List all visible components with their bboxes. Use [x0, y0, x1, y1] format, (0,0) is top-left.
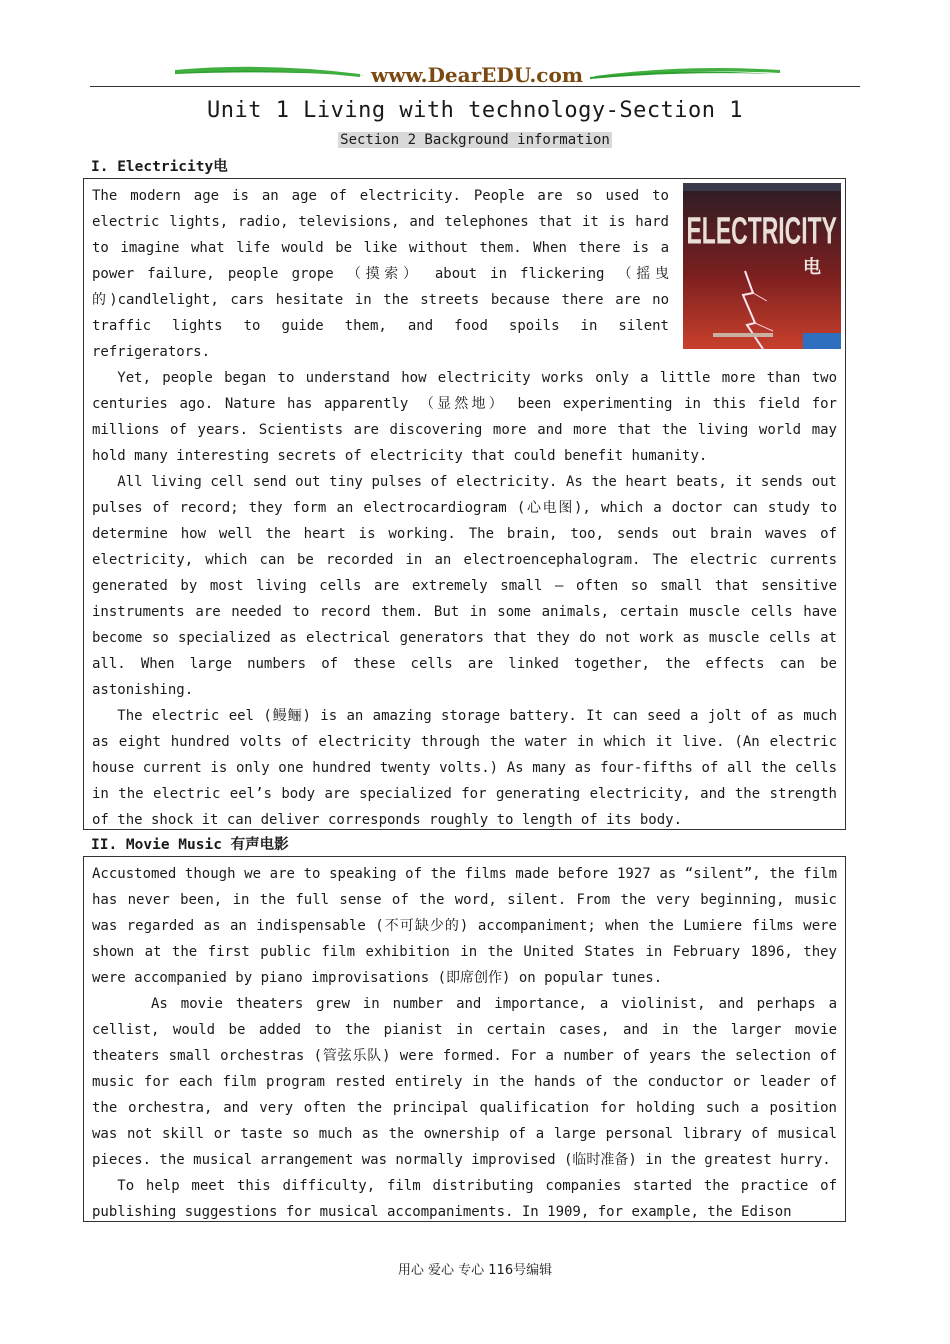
header-logo — [175, 62, 780, 88]
subtitle-text: Section 2 Background information — [340, 132, 610, 148]
book-title: ELECTRICITY — [686, 209, 837, 253]
paragraph: Accustomed though we are to speaking of the films made before 1927 as “silent”, the film has never been, in the full sense of the word, silent. From the very beginning, music was regarded as an indispensable (不可缺少的) accompaniment; when the Lumiere films were shown at the first public film exhibition in the United States in February 1896, they were accompanied by piano improvisations (即席创作) on popular tunes. — [92, 866, 837, 986]
paragraph: All living cell send out tiny pulses of electricity. As the heart beats, it sends out pulses of record; they form an electrocardiogram (心电图), which a doctor can study to determine how well the heart is working. The brain, too, sends out brain waves of electricity, which can be recorded in an electroencephalogram. The electric currents generated by most living cells are extremely small – often so small that sensitive instruments are needed to record them. But in some animals, certain muscle cells have become so specialized as electrical generators that they do not work as muscle cells at all. When large numbers of these cells are linked together, the effects can be astonishing. — [92, 474, 837, 698]
book-subtitle-cn: 电 — [803, 257, 821, 278]
green-swoosh-logo — [175, 62, 780, 88]
document-subtitle — [0, 129, 950, 148]
paragraph: The electric eel (鳗鲡) is an amazing storage battery. It can seed a jolt of as much as eight hundred volts of electricity through the water in which it live. (An electric house current is only one hundred twenty volts.) As many as four-fifths of all the cells in the electric eel’s body are specialized for generating electricity, and the strength of the shock it can deliver corresponds roughly to length of its body. — [92, 708, 837, 828]
section-box-electricity — [83, 178, 846, 830]
section-heading-movie-music: II. Movie Music 有声电影 — [91, 837, 289, 853]
page-footer: 用心 爱心 专心 116号编辑 — [397, 1263, 553, 1278]
logo-text: www.DearEDU.com — [370, 63, 584, 87]
section-heading-electricity: I. Electricity电 — [91, 159, 228, 175]
section-box-movie-music — [83, 856, 846, 1222]
paragraph: As movie theaters grew in number and importance, a violinist, and perhaps a cellist, would be added to the pianist in certain cases, and in the larger movie theaters small orchestras (管弦乐队) were formed. For a number of years the selection of music for each film program rested entirely in the hands of the conductor or leader of the orchestra, and very often the principal qualification for holding such a position was not skill or taste so much as the ownership of a large personal library of musical pieces. the musical arrangement was normally improvised (临时准备) in the greatest hurry. — [92, 996, 837, 1168]
paragraph: The modern age is an age of electricity. People are so used to electric lights, radio, televisions, and telephones that it is hard to imagine what life would be like without them. When there is a power failure, people grope （摸索） about in flickering （摇曳的)candlelight, cars hesitate in the streets because there are no traffic lights to guide them, and food spoils in silent refrigerators. — [92, 188, 669, 360]
electricity-book-cover-image — [683, 183, 841, 349]
document-title: Unit 1 Living with technology-Section 1 — [206, 98, 744, 123]
header-divider — [90, 86, 860, 87]
paragraph: Yet, people began to understand how electricity works only a little more than two centuries ago. Nature has apparently （显然地） been experimenting in this field for millions of years. Scientists are discovering more and more that the living world may hold many interesting secrets of electricity that could benefit humanity. — [92, 370, 837, 464]
paragraph: To help meet this difficulty, film distributing companies started the practice of publishing suggestions for musical accompaniments. In 1909, for example, the Edison — [92, 1178, 837, 1220]
